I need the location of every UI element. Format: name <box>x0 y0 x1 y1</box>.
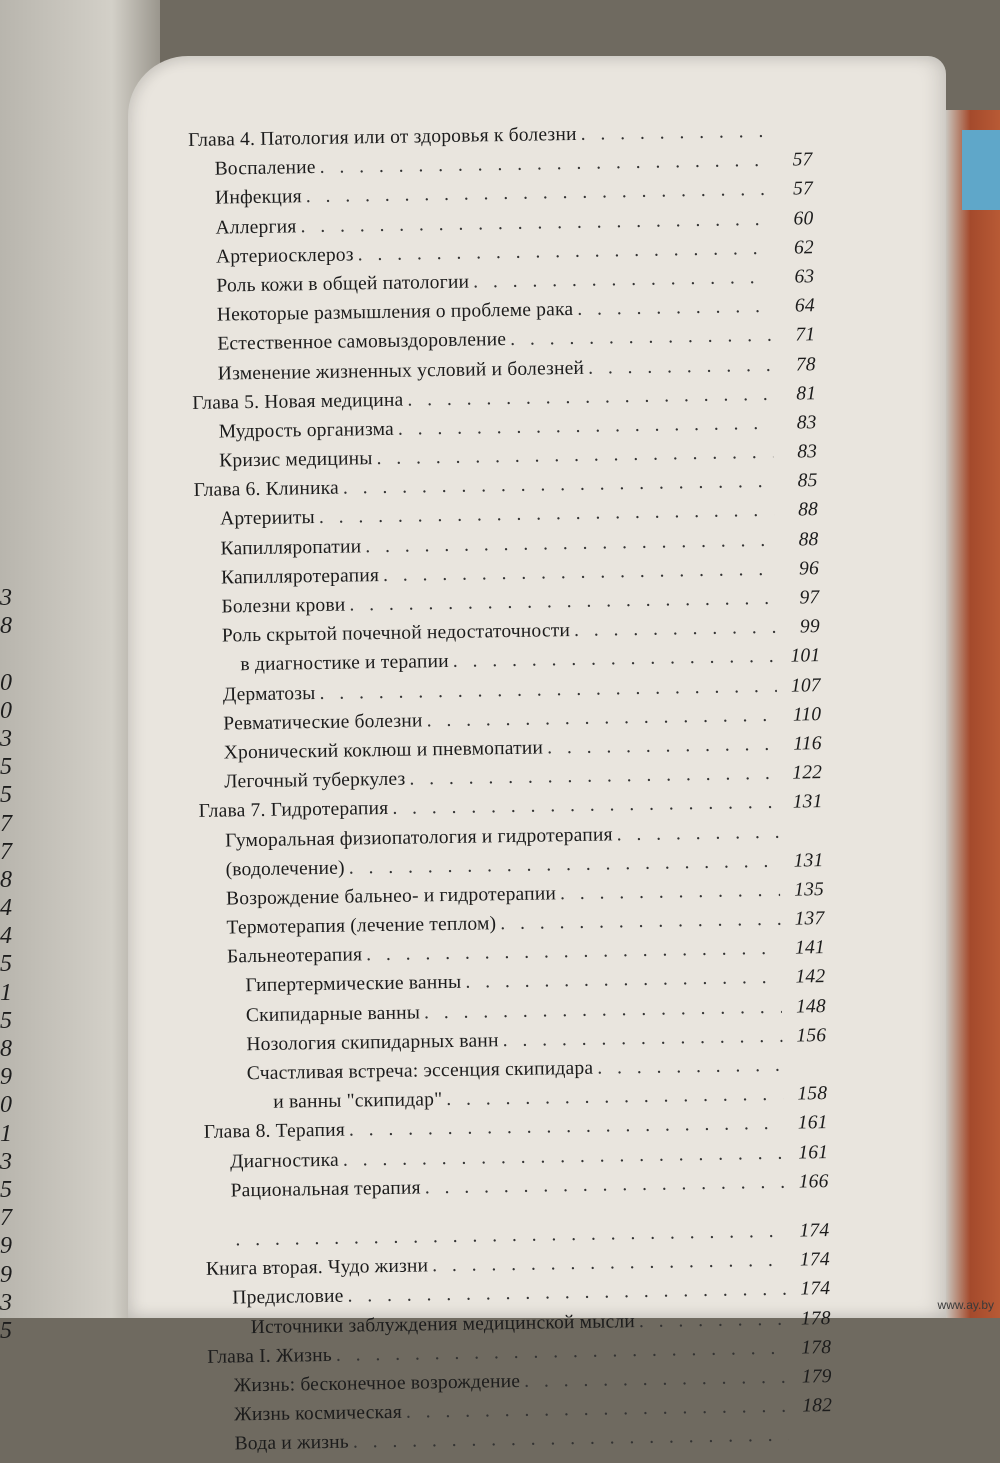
toc-page-number: 63 <box>794 266 815 288</box>
toc-dot-leader <box>547 734 778 760</box>
toc-dot-leader <box>510 325 771 351</box>
toc-entry-title: Источники заблуждения медицинской мысли <box>250 1310 636 1338</box>
toc-entry-title: Капилляропатии <box>220 535 362 560</box>
toc-entry-title: Глава 6. Клиника <box>193 477 340 502</box>
toc-dot-leader <box>560 880 780 905</box>
toc-dot-leader <box>425 1172 785 1200</box>
toc-page-number: 116 <box>793 733 822 755</box>
toc-dot-leader <box>580 121 768 146</box>
toc-entry-title: Рациональная терапия <box>230 1177 421 1202</box>
toc-dot-leader <box>500 909 781 935</box>
left-page-number: 7 <box>0 1205 12 1232</box>
toc-entry-title: Гипертермические ванны <box>245 972 462 997</box>
left-page-number: 4 <box>0 895 12 922</box>
toc-page-number: 71 <box>795 324 816 346</box>
left-page-number: 5 <box>0 782 12 809</box>
toc-page-number: 174 <box>800 1278 831 1300</box>
toc-page-number: 182 <box>802 1395 833 1417</box>
toc-entry-title: Инфекция <box>214 186 302 209</box>
left-page-number: 3 <box>0 1148 12 1175</box>
toc-dot-leader <box>473 267 771 294</box>
toc-dot-leader <box>446 1084 783 1111</box>
left-page-number: 5 <box>0 1317 12 1344</box>
toc-entry-title: Термотерапия (лечение теплом) <box>226 913 497 939</box>
toc-entry-title: (водолечение) <box>225 857 345 881</box>
toc-dot-leader <box>639 1308 787 1332</box>
toc-dot-leader <box>577 296 771 321</box>
toc-page-number: 107 <box>790 674 821 697</box>
left-page-number: 8 <box>0 613 12 640</box>
left-page-numbers <box>0 584 14 1345</box>
toc-page-number: 57 <box>792 149 813 171</box>
left-page-number: 7 <box>0 838 12 865</box>
toc-page-number: 88 <box>797 499 819 521</box>
toc-dot-leader <box>617 821 780 846</box>
toc-entry-title: Возрождение бальнео- и гидротерапии <box>225 883 557 910</box>
toc-entry-title: Болезни крови <box>221 594 346 618</box>
left-page-number: 0 <box>0 669 12 696</box>
left-page-number: 9 <box>0 1261 12 1288</box>
toc-entry-title: Глава 8. Терапия <box>203 1120 346 1144</box>
toc-entry-title: Кризис медицины <box>219 448 373 472</box>
toc-page-number: 131 <box>793 849 824 872</box>
toc-entry-title: Артерииты <box>219 507 316 530</box>
toc-entry-title: Книга вторая. Чудо жизни <box>205 1255 429 1280</box>
toc-page-number: 62 <box>793 236 815 259</box>
toc-dot-leader <box>502 1026 782 1052</box>
toc-page-number: 96 <box>798 557 820 580</box>
toc-page-number: 122 <box>792 762 823 784</box>
toc-page-number: 158 <box>797 1083 828 1105</box>
toc-entry-title: Изменение жизненных условий и болезней <box>217 357 585 385</box>
toc-page-number: 85 <box>797 470 818 492</box>
toc-page-number: 131 <box>792 791 823 813</box>
toc-entry-title: Диагностика <box>230 1149 340 1173</box>
toc-entry-title: Жизнь космическая <box>234 1401 403 1426</box>
toc-entry-title: Роль кожи в общей патологии <box>216 271 470 297</box>
toc-page-number: 178 <box>800 1307 831 1330</box>
toc-dot-leader <box>407 384 772 412</box>
toc-page-number: 161 <box>798 1141 829 1164</box>
toc-entry-title: Хронический коклюш и пневмопатии <box>223 737 544 764</box>
left-page-number: 0 <box>0 1092 12 1119</box>
toc-page-number: 142 <box>795 966 826 988</box>
toc-page-number: 178 <box>801 1336 832 1359</box>
toc-dot-leader <box>398 413 773 441</box>
cover-blue-strip <box>962 130 1000 210</box>
toc-page-number: 166 <box>798 1170 829 1193</box>
left-page-number: 1 <box>0 979 12 1006</box>
toc-entry-title: Глава 7. Гидротерапия <box>198 798 389 823</box>
toc-entry-title: Артериосклероз <box>215 244 354 268</box>
toc-page-number: 161 <box>797 1112 828 1134</box>
toc-dot-leader <box>426 705 777 733</box>
toc-dot-leader <box>432 1250 786 1278</box>
watermark: www.ay.by <box>937 1298 994 1312</box>
toc-entry-title: Глава I. Жизнь <box>207 1344 333 1368</box>
toc-entry-title: Дерматозы <box>222 682 316 706</box>
left-page-number: 8 <box>0 866 12 893</box>
toc-entry-title: Легочный туберкулез <box>224 768 406 793</box>
toc-page-number: 57 <box>792 178 814 200</box>
toc-page-number <box>793 1440 833 1441</box>
toc-entry-title: Счастливая встреча: эссенция скипидара <box>246 1057 594 1085</box>
left-page-number: 0 <box>0 697 12 724</box>
toc-entry-title: и ванны "скипидар" <box>273 1089 443 1113</box>
book-cover-edge <box>946 110 1000 1318</box>
left-page-number: 3 <box>0 1289 12 1316</box>
toc-page-number: 78 <box>795 353 816 375</box>
toc-page-number: 148 <box>795 995 827 1018</box>
toc-entry-title: Воспаление <box>214 157 316 180</box>
left-page-number: 8 <box>0 1036 12 1062</box>
left-page-number: 3 <box>0 725 12 752</box>
toc-entry-title: Предисловие <box>232 1286 344 1309</box>
toc-dot-leader <box>409 763 778 791</box>
left-page-number: 1 <box>0 1120 12 1147</box>
left-page-number: 3 <box>0 585 12 611</box>
left-page-number: 4 <box>0 923 12 950</box>
toc-page-number: 97 <box>799 587 820 609</box>
toc-page-number: 64 <box>794 295 816 317</box>
toc-page-number: 81 <box>796 382 817 405</box>
toc-page-number: 135 <box>793 878 825 901</box>
toc-dot-leader <box>588 354 772 379</box>
toc-entry-title: Мудрость организма <box>218 418 395 443</box>
toc-entry-title: Глава 4. Патология или от здоровья к болезни <box>188 123 577 151</box>
toc-dot-leader <box>597 1055 783 1080</box>
toc-dot-leader <box>465 967 781 994</box>
toc-page-number: 156 <box>796 1024 827 1047</box>
toc-entry-title: Гуморальная физиопатология и гидротерапия <box>224 823 613 852</box>
toc-page-number: 88 <box>798 528 819 551</box>
left-page-number: 5 <box>0 1176 12 1203</box>
toc-page-number: 101 <box>790 645 821 667</box>
toc-entry-title: Естественное самовыздоровление <box>217 329 507 355</box>
toc-entry-title: Вода и жизнь <box>234 1431 350 1455</box>
toc-dot-leader <box>406 1396 789 1424</box>
toc-page-number <box>787 1070 827 1071</box>
toc-page-number <box>783 837 823 838</box>
toc-dot-leader <box>574 617 776 642</box>
left-page-number: 5 <box>0 1007 12 1034</box>
left-page-number: 5 <box>0 754 12 781</box>
left-page-number: 9 <box>0 1064 12 1091</box>
toc-entry-title: Некоторые размышления о проблеме рака <box>216 299 574 326</box>
toc-page-number: 99 <box>799 616 821 638</box>
left-page-number: 9 <box>0 1233 12 1260</box>
toc-page-number: 174 <box>799 1249 830 1271</box>
toc-entry-title: Бальнеотерапия <box>226 944 363 968</box>
toc-entry-title: Скипидарные ванны <box>245 1002 421 1026</box>
toc-page-number <box>772 136 812 137</box>
toc-page-number: 83 <box>797 441 818 463</box>
toc-entry-title: Нозология скипидарных ванн <box>246 1030 499 1056</box>
toc-page-number: 83 <box>796 412 817 434</box>
toc-entry-title: Глава 5. Новая медицина <box>192 389 404 414</box>
toc-page-number: 137 <box>794 908 825 930</box>
table-of-contents <box>188 120 833 1463</box>
toc-page-number: 60 <box>793 207 814 230</box>
left-page-number: 7 <box>0 810 12 837</box>
toc-page-number: 141 <box>794 937 826 959</box>
left-page-number: 5 <box>0 951 12 978</box>
toc-dot-leader <box>424 996 782 1024</box>
toc-entry-title: Аллергия <box>215 215 297 239</box>
toc-dot-leader <box>392 792 779 820</box>
left-page-number <box>0 640 14 668</box>
toc-page-number: 174 <box>799 1220 830 1242</box>
toc-dot-leader <box>524 1367 788 1393</box>
toc-page-number: 179 <box>801 1365 832 1388</box>
toc-page-number: 110 <box>792 703 822 726</box>
toc-dot-leader <box>453 646 777 673</box>
toc-entry-title: в диагностике и терапии <box>240 651 449 676</box>
toc-entry-title: Роль скрытой почечной недостаточности <box>221 620 571 647</box>
toc-entry-title: Капилляротерапия <box>220 564 380 589</box>
toc-entry-title: Ревматические болезни <box>223 710 423 735</box>
toc-entry-title: Жизнь: бесконечное возрождение <box>233 1370 521 1397</box>
